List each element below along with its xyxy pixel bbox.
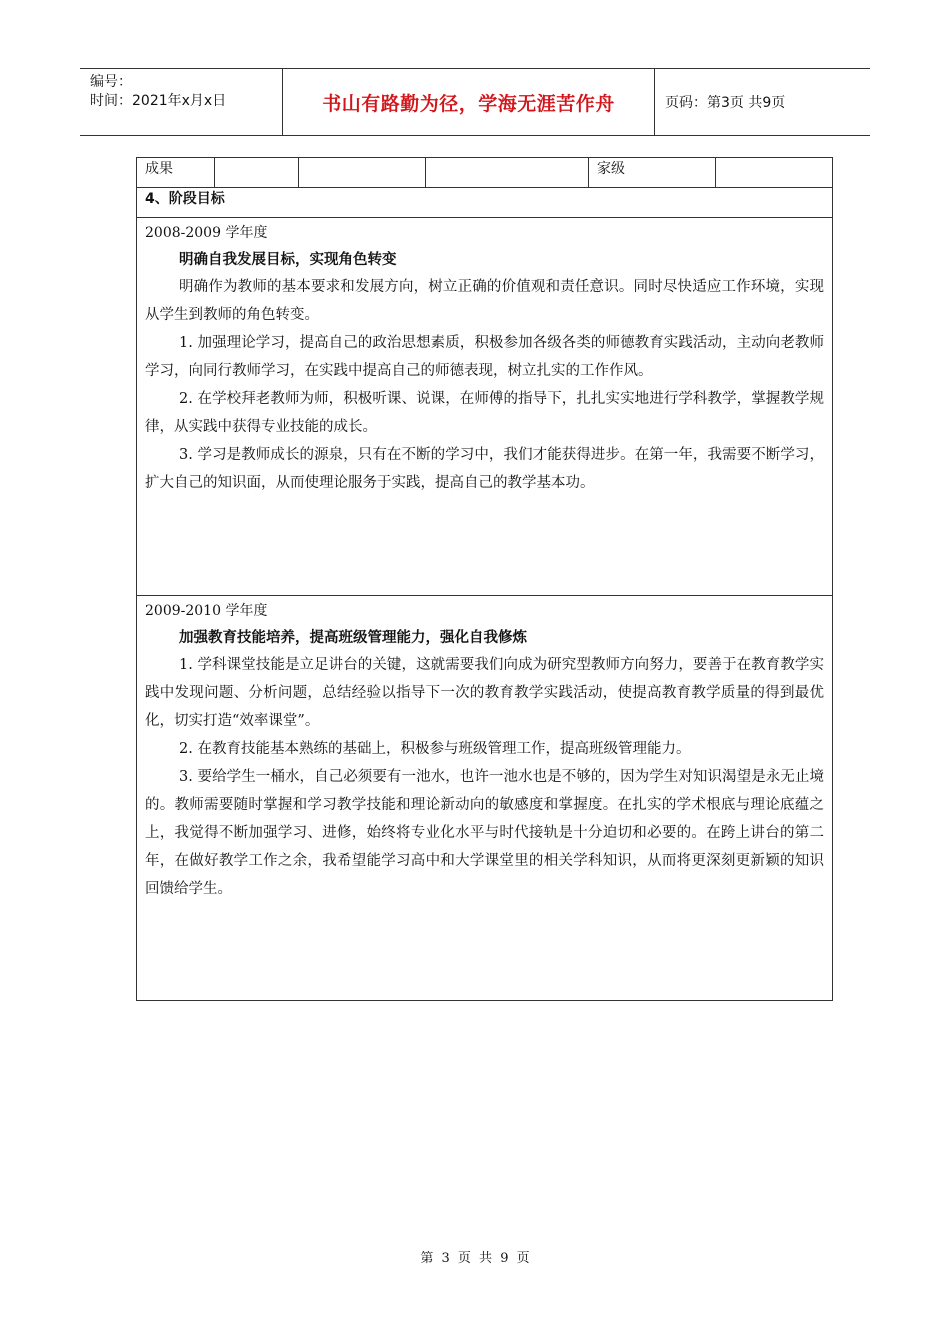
empty-cell xyxy=(215,158,299,188)
paragraph: 3. 学习是教师成长的源泉，只有在不断的学习中，我们才能获得进步。在第一年，我需要不断学习，扩大自己的知识面，从而使理论服务于实践，提高自己的教学基本功。 xyxy=(145,447,824,491)
table-row xyxy=(137,218,833,596)
empty-cell xyxy=(426,158,589,188)
table-row xyxy=(137,158,833,188)
page-header xyxy=(80,68,870,136)
cell-national-level-label: 家级 xyxy=(589,158,716,188)
stage-2009-2010 xyxy=(137,596,833,1001)
stage-heading: 加强教育技能培养，提高班级管理能力，强化自我修炼 xyxy=(179,630,527,646)
paragraph: 1. 加强理论学习，提高自己的政治思想素质，积极参加各级各类的师德教育实践活动，主动向老教师学习，向同行教师学习，在实践中提高自己的师德表现，树立扎实的工作作风。 xyxy=(145,335,824,379)
paragraph: 3. 要给学生一桶水，自己必须要有一池水，也许一池水也是不够的，因为学生对知识渴望是永无止境的。教师需要随时掌握和学习教学技能和理论新动向的敏感度和掌握度。在扎实的学术根底与理论底蕴之上，我觉得不断加强学习、进修，始终将专业化水平与时代接轨是十分迫切和必要的。在跨上讲台的第二年，在做好教学工作之余，我希望能学习高中和大学课堂里的相关学科知识，从而将更深刻更新颖的知识回馈给学生。 xyxy=(145,769,824,897)
paragraph: 明确作为教师的基本要求和发展方向，树立正确的价值观和责任意识。同时尽快适应工作环境，实现从学生到教师的角色转变。 xyxy=(145,279,824,323)
number-label: 编号： xyxy=(90,74,132,90)
paragraph: 2. 在学校拜老教师为师，积极听课、说课，在师傅的指导下，扎扎实实地进行学科教学，掌握教学规律，从实践中获得专业技能的成长。 xyxy=(145,391,824,435)
page-footer: 第 3 页 共 9 页 xyxy=(420,1251,530,1266)
paragraph: 1. 学科课堂技能是立足讲台的关键，这就需要我们向成为研究型教师方向努力，要善于在教育教学实践中发现问题、分析问题，总结经验以指导下一次的教育教学实践活动，使提高教育教学质量的得到最优化，切实打造“效率课堂”。 xyxy=(145,657,824,729)
year-label: 2008-2009 学年度 xyxy=(145,225,268,241)
header-page-info: 页码：第3页 共9页 xyxy=(665,95,786,111)
empty-cell xyxy=(299,158,426,188)
empty-cell xyxy=(716,158,833,188)
year-label: 2009-2010 学年度 xyxy=(145,603,268,619)
stage-heading: 明确自我发展目标，实现角色转变 xyxy=(179,252,397,268)
section-title: 4、阶段目标 xyxy=(137,188,833,218)
cell-achievement-label: 成果 xyxy=(137,158,215,188)
paragraph: 2. 在教育技能基本熟练的基础上，积极参与班级管理工作，提高班级管理能力。 xyxy=(179,741,691,757)
goals-table xyxy=(136,157,833,1001)
time-label: 时间：2021年x月x日 xyxy=(90,93,227,109)
header-meta xyxy=(80,69,283,135)
table-row xyxy=(137,188,833,218)
stage-2008-2009 xyxy=(137,218,833,596)
table-row xyxy=(137,596,833,1001)
header-motto: 书山有路勤为径，学海无涯苦作舟 xyxy=(283,69,655,135)
